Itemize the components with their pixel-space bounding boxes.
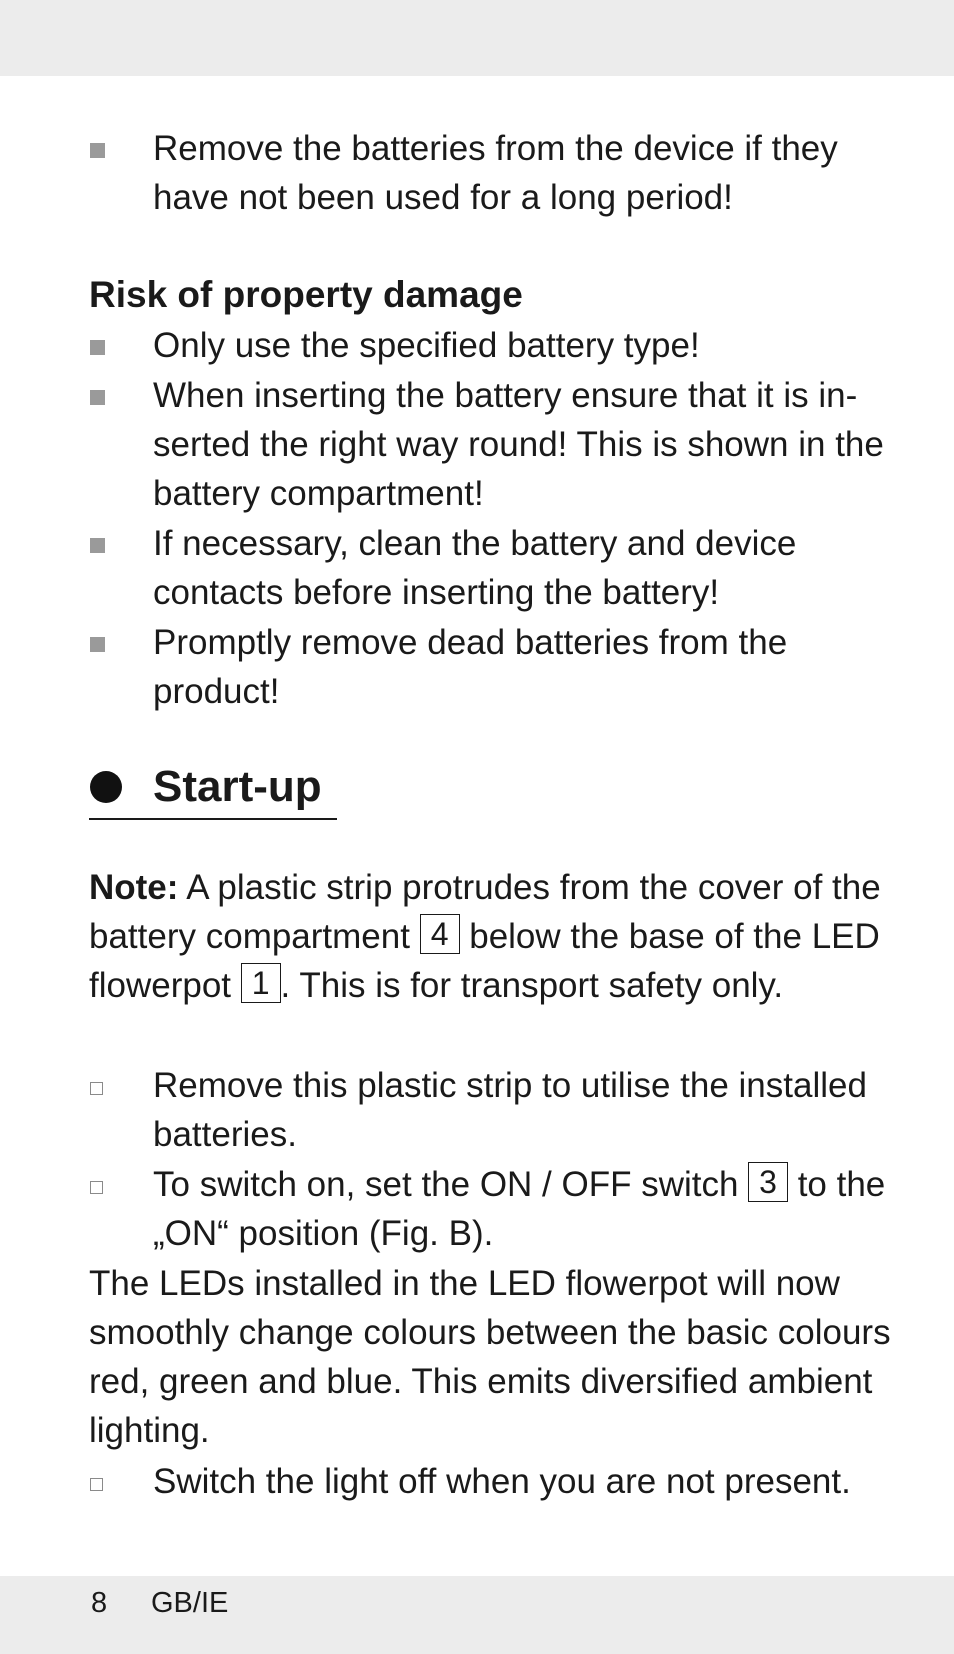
figure-ref-4: 4 [420,914,460,954]
note-text: . This is for transport safety only. [280,966,784,1005]
description-paragraph: The LEDs installed in the LED flowerpot will now smoothly change colours between the basic colours red, green and blue. This emits diversified ambient lighting. [89,1264,891,1450]
step-text-part: To switch on, set the ON / OFF switch [153,1165,749,1204]
checkbox-square-icon [90,1478,103,1491]
list-item [89,519,894,617]
section-bullet-icon [90,771,122,803]
top-margin-band [0,0,954,76]
list-item [89,371,894,518]
list-item [89,124,894,222]
bullet-square-icon [90,637,105,652]
bullet-square-icon [90,390,105,405]
list-item-text: Promptly remove dead batteries from the product! [153,623,788,711]
bullet-square-icon [90,340,105,355]
list-item-text: Only use the specified battery type! [153,326,700,365]
bullet-square-icon [90,538,105,553]
checkbox-square-icon [90,1181,103,1194]
figure-ref-3: 3 [748,1162,788,1202]
checkbox-square-icon [90,1082,103,1095]
bullet-square-icon [90,143,105,158]
step-text: Remove this plastic strip to utilise the installed batteries. [153,1066,867,1154]
note-paragraph [89,863,894,1010]
startup-section-header [89,761,337,820]
footer-band [0,1576,954,1654]
figure-ref-1: 1 [241,963,281,1003]
step-text [153,1160,894,1258]
list-item-text: If necessary, clean the battery and device contacts before inserting the battery! [153,524,797,612]
page-number: 8 [91,1587,108,1619]
step-item [89,1160,894,1258]
list-item-text: When inserting the battery ensure that it is in-serted the right way round! This is shown in the battery compartment! [153,376,884,513]
step-item [89,1457,894,1506]
note-text: below the base of the LED flowerpot [89,917,880,1005]
locale-label: GB/IE [151,1587,229,1619]
list-item [89,618,894,716]
property-damage-heading: Risk of property damage [89,274,523,315]
section-title: Start-up [153,762,322,811]
step-text: Switch the light off when you are not present. [153,1462,851,1501]
step-text-part: to the „ON“ position (Fig. B). [153,1165,886,1253]
note-text: A plastic strip protrudes from the cover of the battery compartment [89,868,881,956]
list-item-text: Remove the batteries from the device if they have not been used for a long period! [153,129,838,217]
step-item [89,1061,894,1159]
note-label: Note: [89,868,179,907]
list-item [89,321,894,370]
